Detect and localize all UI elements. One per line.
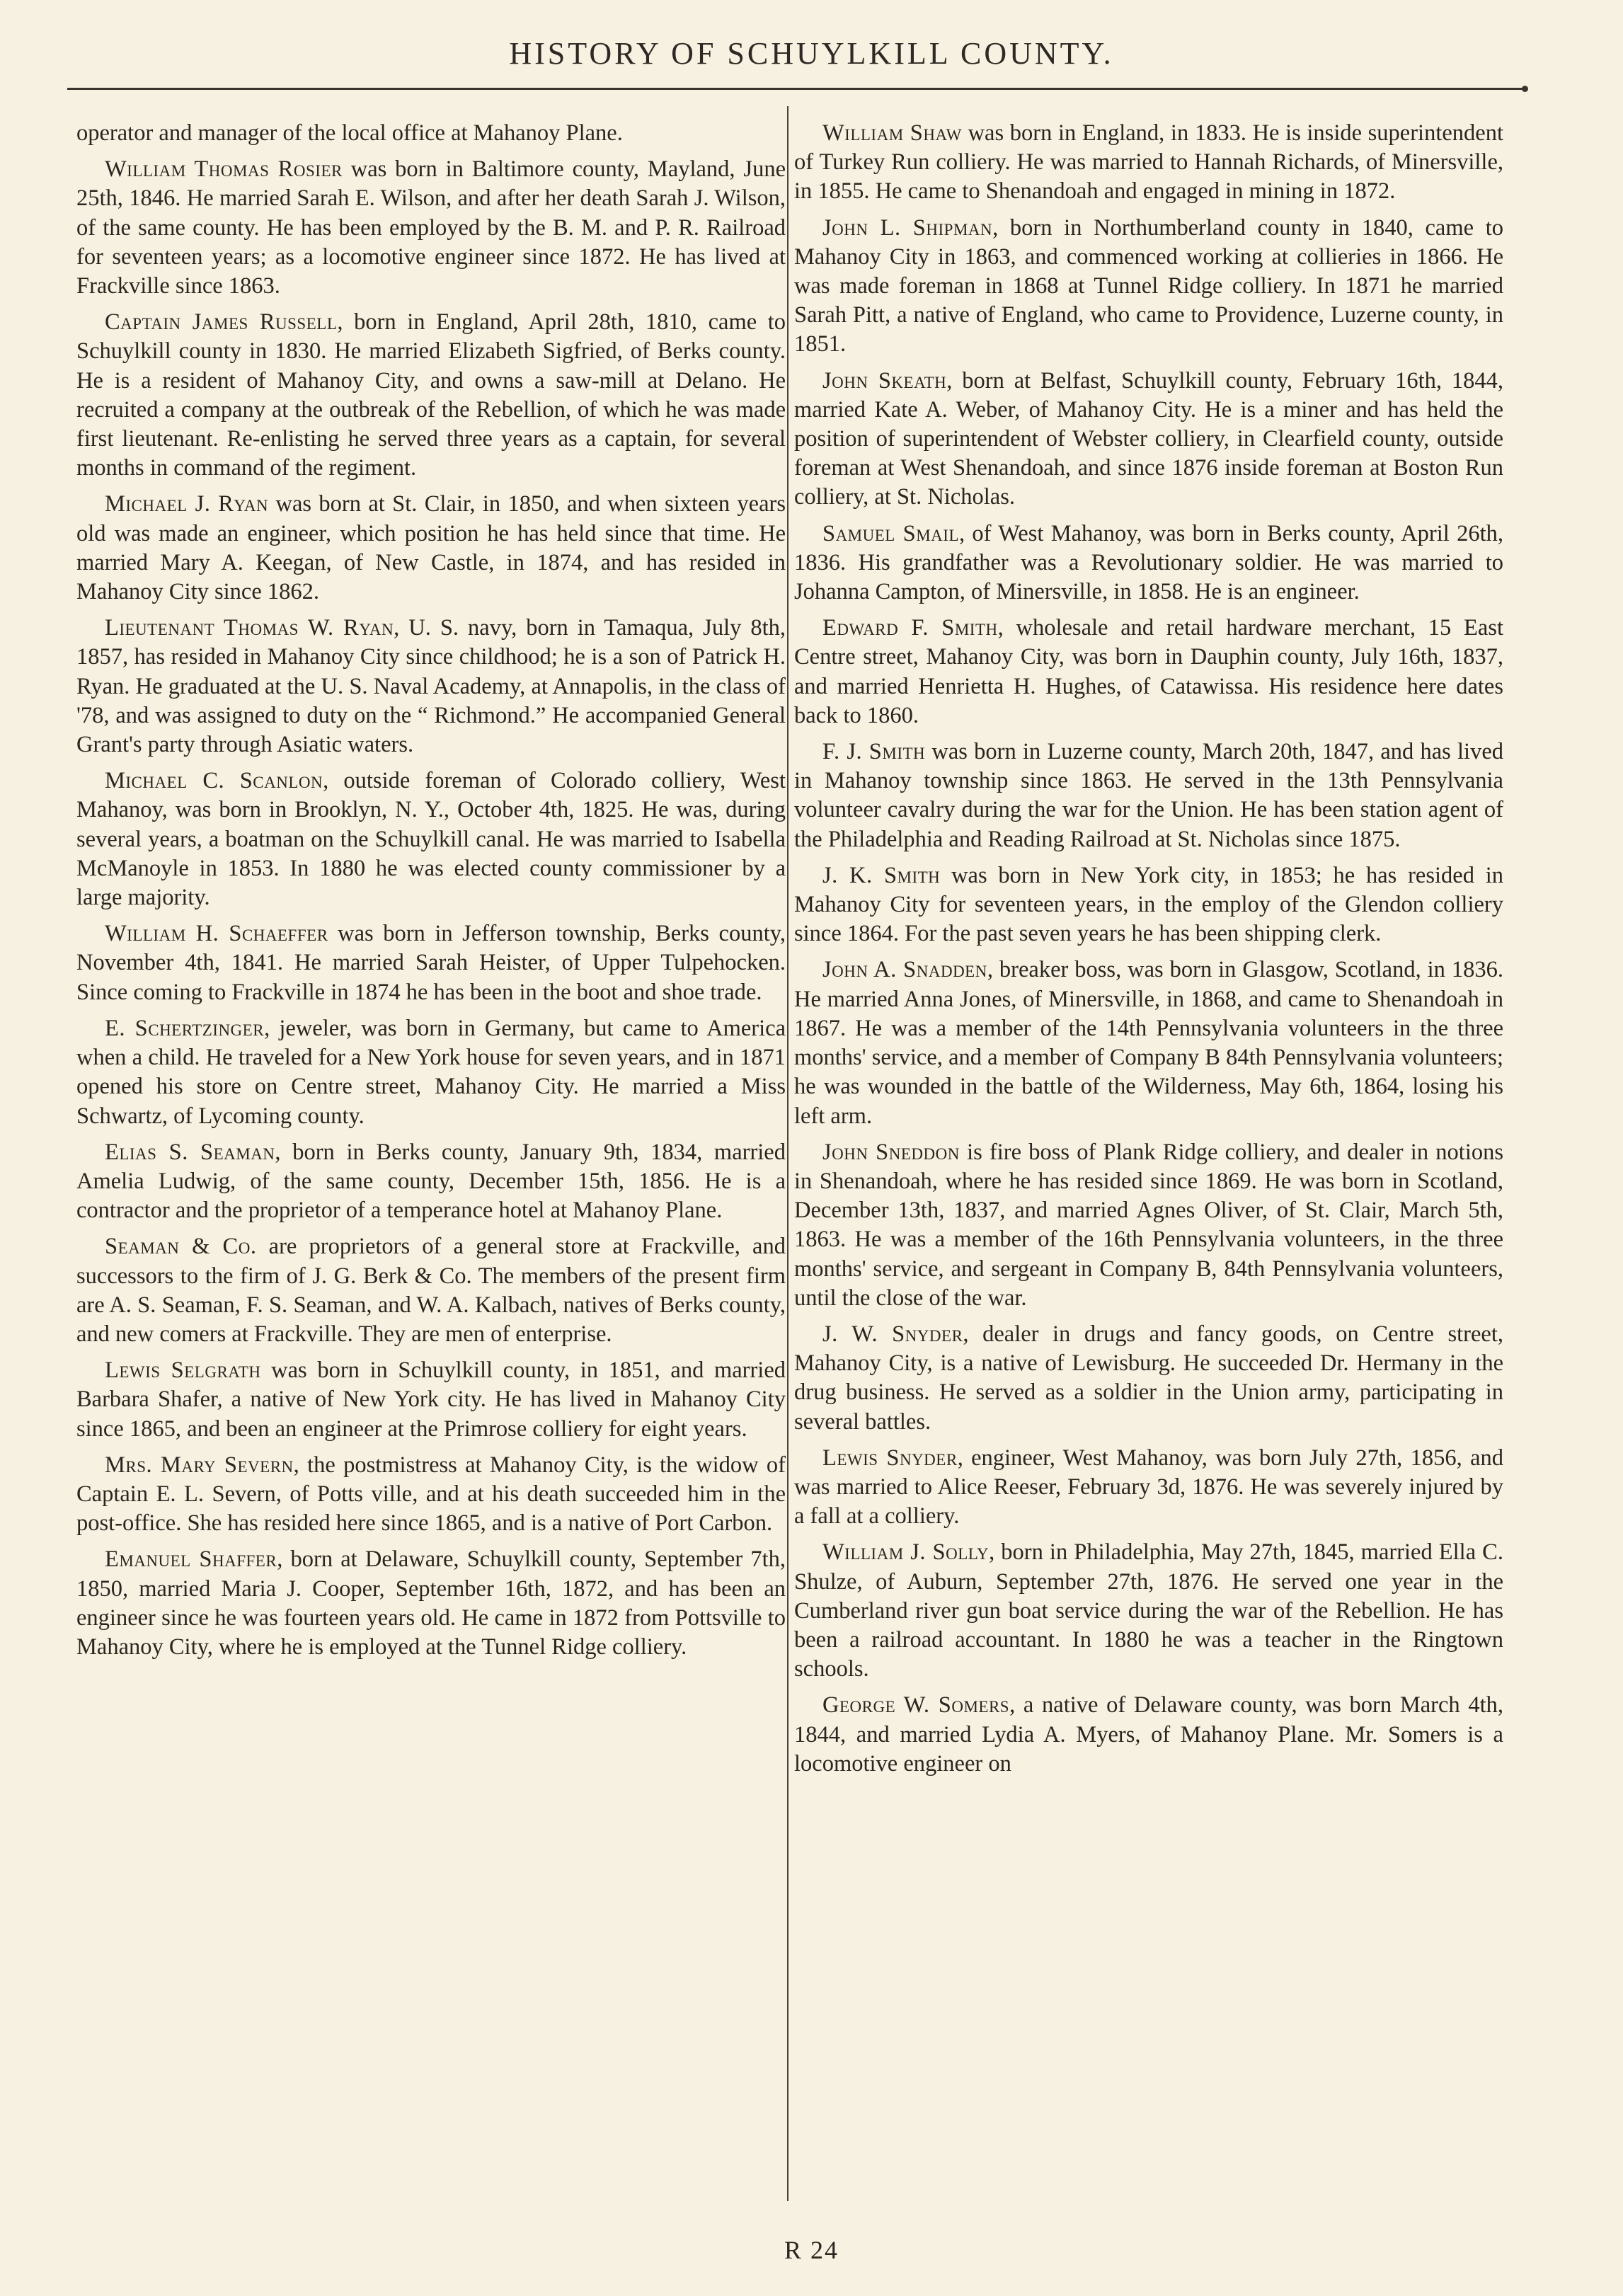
page-header-title: HISTORY OF SCHUYLKILL COUNTY. [509, 36, 1114, 71]
biography-entry [76, 155, 786, 301]
entry-text: , born in Northumberland county in 1840, came to Mahanoy City in 1863, and commenced working at collieries in 1866. He was made foreman in 1868 at Tunnel Ridge colliery. In 1871 he married Sarah Pitt, a native of England, who came to Providence, Luzerne county, in 1851. [794, 214, 1504, 357]
entry-name: Michael C. Scanlon [105, 768, 323, 794]
entry-text: was born in England, in 1833. He is inside superintendent of Turkey Run colliery. He was married to Hannah Richards, of Minersville, in 1855. He came to Shenandoah and engaged in mining in 1872. [794, 120, 1503, 205]
entry-name: F. J. Smith [822, 739, 926, 765]
entry-text: , born at Delaware, Schuylkill county, September 7th, 1850, married Maria J. Cooper, September 16th, 1872, and has been an engineer since he was fourteen years old. He came in 1872 from Pottsville to Mahanoy City, where he is employed at the Tunnel Ridge colliery. [76, 1546, 786, 1660]
biography-entry [76, 1451, 786, 1539]
entry-text: is fire boss of Plank Ridge colliery, and dealer in notions in Shenandoah, where he has resided since 1869. He was born in Scotland, December 13th, 1837, and married Agnes Oliver, of St. Clair, March 5th, 1863. He was a member of the 16th Pennsylvania volunteers, in the three months' service, and sergeant in Company B, 84th Pennsylvania volunteers, until the close of the war. [794, 1139, 1503, 1311]
entry-name: John A. Snadden [822, 957, 987, 983]
biography-entry [76, 1545, 786, 1662]
entry-name: E. Schertzinger [105, 1015, 265, 1041]
right-column [794, 119, 1503, 1786]
entry-name: Seaman & Co. [105, 1234, 257, 1260]
entry-name: J. W. Snyder [822, 1321, 963, 1347]
biography-entry [76, 1232, 786, 1349]
entry-name: William J. Solly [822, 1539, 990, 1566]
header-rule [67, 88, 1525, 90]
entry-text: was born in Baltimore county, Mayland, June 25th, 1846. He married Sarah E. Wilson, and after her death Sarah J. Wilson, of the same county. He has been employed by the B. M. and P. R. Railroad for seventeen years; as a locomotive engineer since 1872. He has lived at Frackville since 1863. [76, 156, 786, 299]
entry-name: John L. Shipman [822, 214, 993, 241]
entry-name: William H. Schaeffer [105, 921, 328, 947]
biography-entry [76, 490, 786, 607]
entry-text: , born in England, April 28th, 1810, came to Schuylkill county in 1830. He married Elizabeth Sigfried, of Berks county. He is a resident of Mahanoy City, and owns a saw-mill at Delano. He recruited a company at the outbreak of the Rebellion, of which he was made first lieutenant. Re-enlisting he served three years as a captain, for several months in command of the regiment. [76, 309, 786, 481]
biography-entry [76, 1356, 786, 1444]
entry-text: , a native of Delaware county, was born March 4th, 1844, and married Lydia A. Myers, of Mahanoy Plane. Mr. Somers is a locomotive engineer on [794, 1692, 1503, 1776]
entry-name: John Sneddon [822, 1139, 960, 1165]
biography-entry [794, 614, 1503, 730]
entry-name: Lieutenant Thomas W. Ryan [105, 615, 394, 641]
biography-entry [794, 520, 1503, 607]
entry-text: was born at St. Clair, in 1850, and when sixteen years old was made an engineer, which position he has held since that time. He married Mary A. Keegan, of New Castle, in 1874, and has resided in Mahanoy City since 1862. [76, 491, 786, 605]
column-divider [787, 106, 788, 2201]
biography-entry [794, 1320, 1503, 1437]
biography-entry [76, 308, 786, 483]
biography-entry [76, 1014, 786, 1131]
entry-text: was born in Schuylkill county, in 1851, and married Barbara Shafer, a native of New York city. He has lived in Mahanoy City since 1865, and been an engineer at the Primrose colliery for eight years. [76, 1357, 786, 1442]
entry-text: , the postmistress at Mahanoy City, is the widow of Captain E. L. Severn, of Potts ville, and at his death succeeded him in the post-office. She has resided here since 1865, and is a native of Port Carbon. [76, 1452, 786, 1537]
entry-text: are proprietors of a general store at Frackville, and successors to the firm of J. G. Berk & Co. The members of the present firm are A. S. Seaman, F. S. Seaman, and W. A. Kalbach, natives of Berks county, and new comers at Frackville. They are men of enterprise. [76, 1234, 786, 1347]
entry-text: was born in New York city, in 1853; he has resided in Mahanoy City for seventeen years, in the employ of the Glendon colliery since 1864. For the past seven years he has been shipping clerk. [794, 862, 1504, 947]
entry-text: , wholesale and retail hardware merchant, 15 East Centre street, Mahanoy City, was born in Dauphin county, July 16th, 1837, and married Henrietta H. Hughes, of Catawissa. His residence here dates back to 1860. [794, 615, 1503, 728]
entry-name: Emanuel Shaffer [105, 1546, 277, 1573]
entry-text: , born in Berks county, January 9th, 1834, married Amelia Ludwig, of the same county, December 15th, 1856. He is a contractor and the proprietor of a temperance hotel at Mahanoy Plane. [76, 1139, 786, 1224]
page-footer-label: R 24 [784, 2236, 839, 2264]
entry-text: operator and manager of the local office at Mahanoy Plane. [76, 120, 623, 146]
entry-name: Captain James Russell [105, 309, 338, 335]
biography-entry [76, 767, 786, 912]
entry-name: Lewis Snyder [822, 1445, 958, 1471]
biography-entry [794, 367, 1503, 512]
biography-entry [794, 1691, 1503, 1779]
entry-text: , jeweler, was born in Germany, but came to America when a child. He traveled for a New York house for seven years, and in 1871 opened his store on Centre street, Mahanoy City. He married a Miss Schwartz, of Lycoming county. [76, 1015, 786, 1129]
entry-name: George W. Somers [822, 1692, 1010, 1718]
biography-entry [794, 955, 1503, 1130]
entry-name: Michael J. Ryan [105, 491, 269, 517]
entry-text: , dealer in drugs and fancy goods, on Centre street, Mahanoy City, is a native of Lewisburg. He succeeded Dr. Hermany in the drug business. He served as a soldier in the Union army, participating in several battles. [794, 1321, 1503, 1435]
left-column [76, 119, 786, 1669]
entry-text: , of West Mahanoy, was born in Berks county, April 26th, 1836. His grandfather was a Revolutionary soldier. He was married to Johanna Campton, of Minersville, in 1858. He is an engineer. [794, 520, 1503, 605]
entry-name: J. K. Smith [822, 862, 941, 888]
entry-text: , U. S. navy, born in Tamaqua, July 8th, 1857, has resided in Mahanoy City since childhood; he is a son of Patrick H. Ryan. He graduated at the U. S. Naval Academy, at Annapolis, in the class of '78, and was assigned to duty on the “ Richmond.” He accompanied General Grant's party through Asiatic waters. [76, 615, 786, 758]
entry-text: , born in Philadelphia, May 27th, 1845, married Ella C. Shulze, of Auburn, September 27th, 1876. He served one year in the Cumberland river gun boat service during the war of the Rebellion. He has been a railroad accountant. In 1880 he was a teacher in the Ringtown schools. [794, 1539, 1503, 1682]
biography-entry [794, 1538, 1503, 1684]
biography-entry [794, 1444, 1503, 1532]
biography-entry [794, 737, 1503, 854]
entry-text: was born in Jefferson township, Berks county, November 4th, 1841. He married Sarah Heister, of Upper Tulpehocken. Since coming to Frackville in 1874 he has been in the boot and shoe trade. [76, 921, 786, 1005]
biography-entry [794, 119, 1503, 207]
entry-name: John Skeath [822, 367, 947, 394]
biography-entry [794, 214, 1503, 360]
entry-name: Edward F. Smith [822, 615, 998, 641]
entry-name: William Thomas Rosier [105, 156, 343, 183]
entry-text: was born in Luzerne county, March 20th, 1847, and has lived in Mahanoy township since 1863. He served in the 13th Pennsylvania volunteer cavalry during the war for the Union. He has been station agent of the Philadelphia and Reading Railroad at St. Nicholas since 1875. [794, 739, 1504, 852]
entry-name: William Shaw [822, 120, 962, 146]
entry-name: Samuel Smail [822, 520, 959, 546]
entry-name: Mrs. Mary Severn [105, 1452, 294, 1478]
entry-text: , outside foreman of Colorado colliery, West Mahanoy, was born in Brooklyn, N. Y., October 4th, 1825. He was, during several years, a boatman on the Schuylkill canal. He was married to Isabella McManoyle in 1853. In 1880 he was elected county commissioner by a large majority. [76, 768, 786, 911]
biography-entry [794, 1138, 1503, 1313]
entry-name: Lewis Selgrath [105, 1357, 261, 1384]
biography-entry [76, 919, 786, 1007]
biography-entry [76, 119, 786, 148]
entry-text: , engineer, West Mahanoy, was born July 27th, 1856, and was married to Alice Reeser, February 3d, 1876. He was severely injured by a fall at a colliery. [794, 1445, 1503, 1529]
biography-entry [76, 1138, 786, 1226]
entry-text: , breaker boss, was born in Glasgow, Scotland, in 1836. He married Anna Jones, of Minersville, in 1868, and came to Shenandoah in 1867. He was a member of the 14th Pennsylvania volunteers in the three months' service, and a member of Company B 84th Pennsylvania volunteers; he was wounded in the battle of the Wilderness, May 6th, 1864, losing his left arm. [794, 957, 1504, 1129]
biography-entry [794, 861, 1503, 949]
entry-name: Elias S. Seaman [105, 1139, 275, 1165]
biography-entry [76, 614, 786, 759]
entry-text: , born at Belfast, Schuylkill county, February 16th, 1844, married Kate A. Weber, of Mahanoy City. He is a miner and has held the position of superintendent of Webster colliery, in Clearfield county, outside foreman at West Shenandoah, and since 1876 inside foreman at Boston Run colliery, at St. Nicholas. [794, 367, 1503, 510]
